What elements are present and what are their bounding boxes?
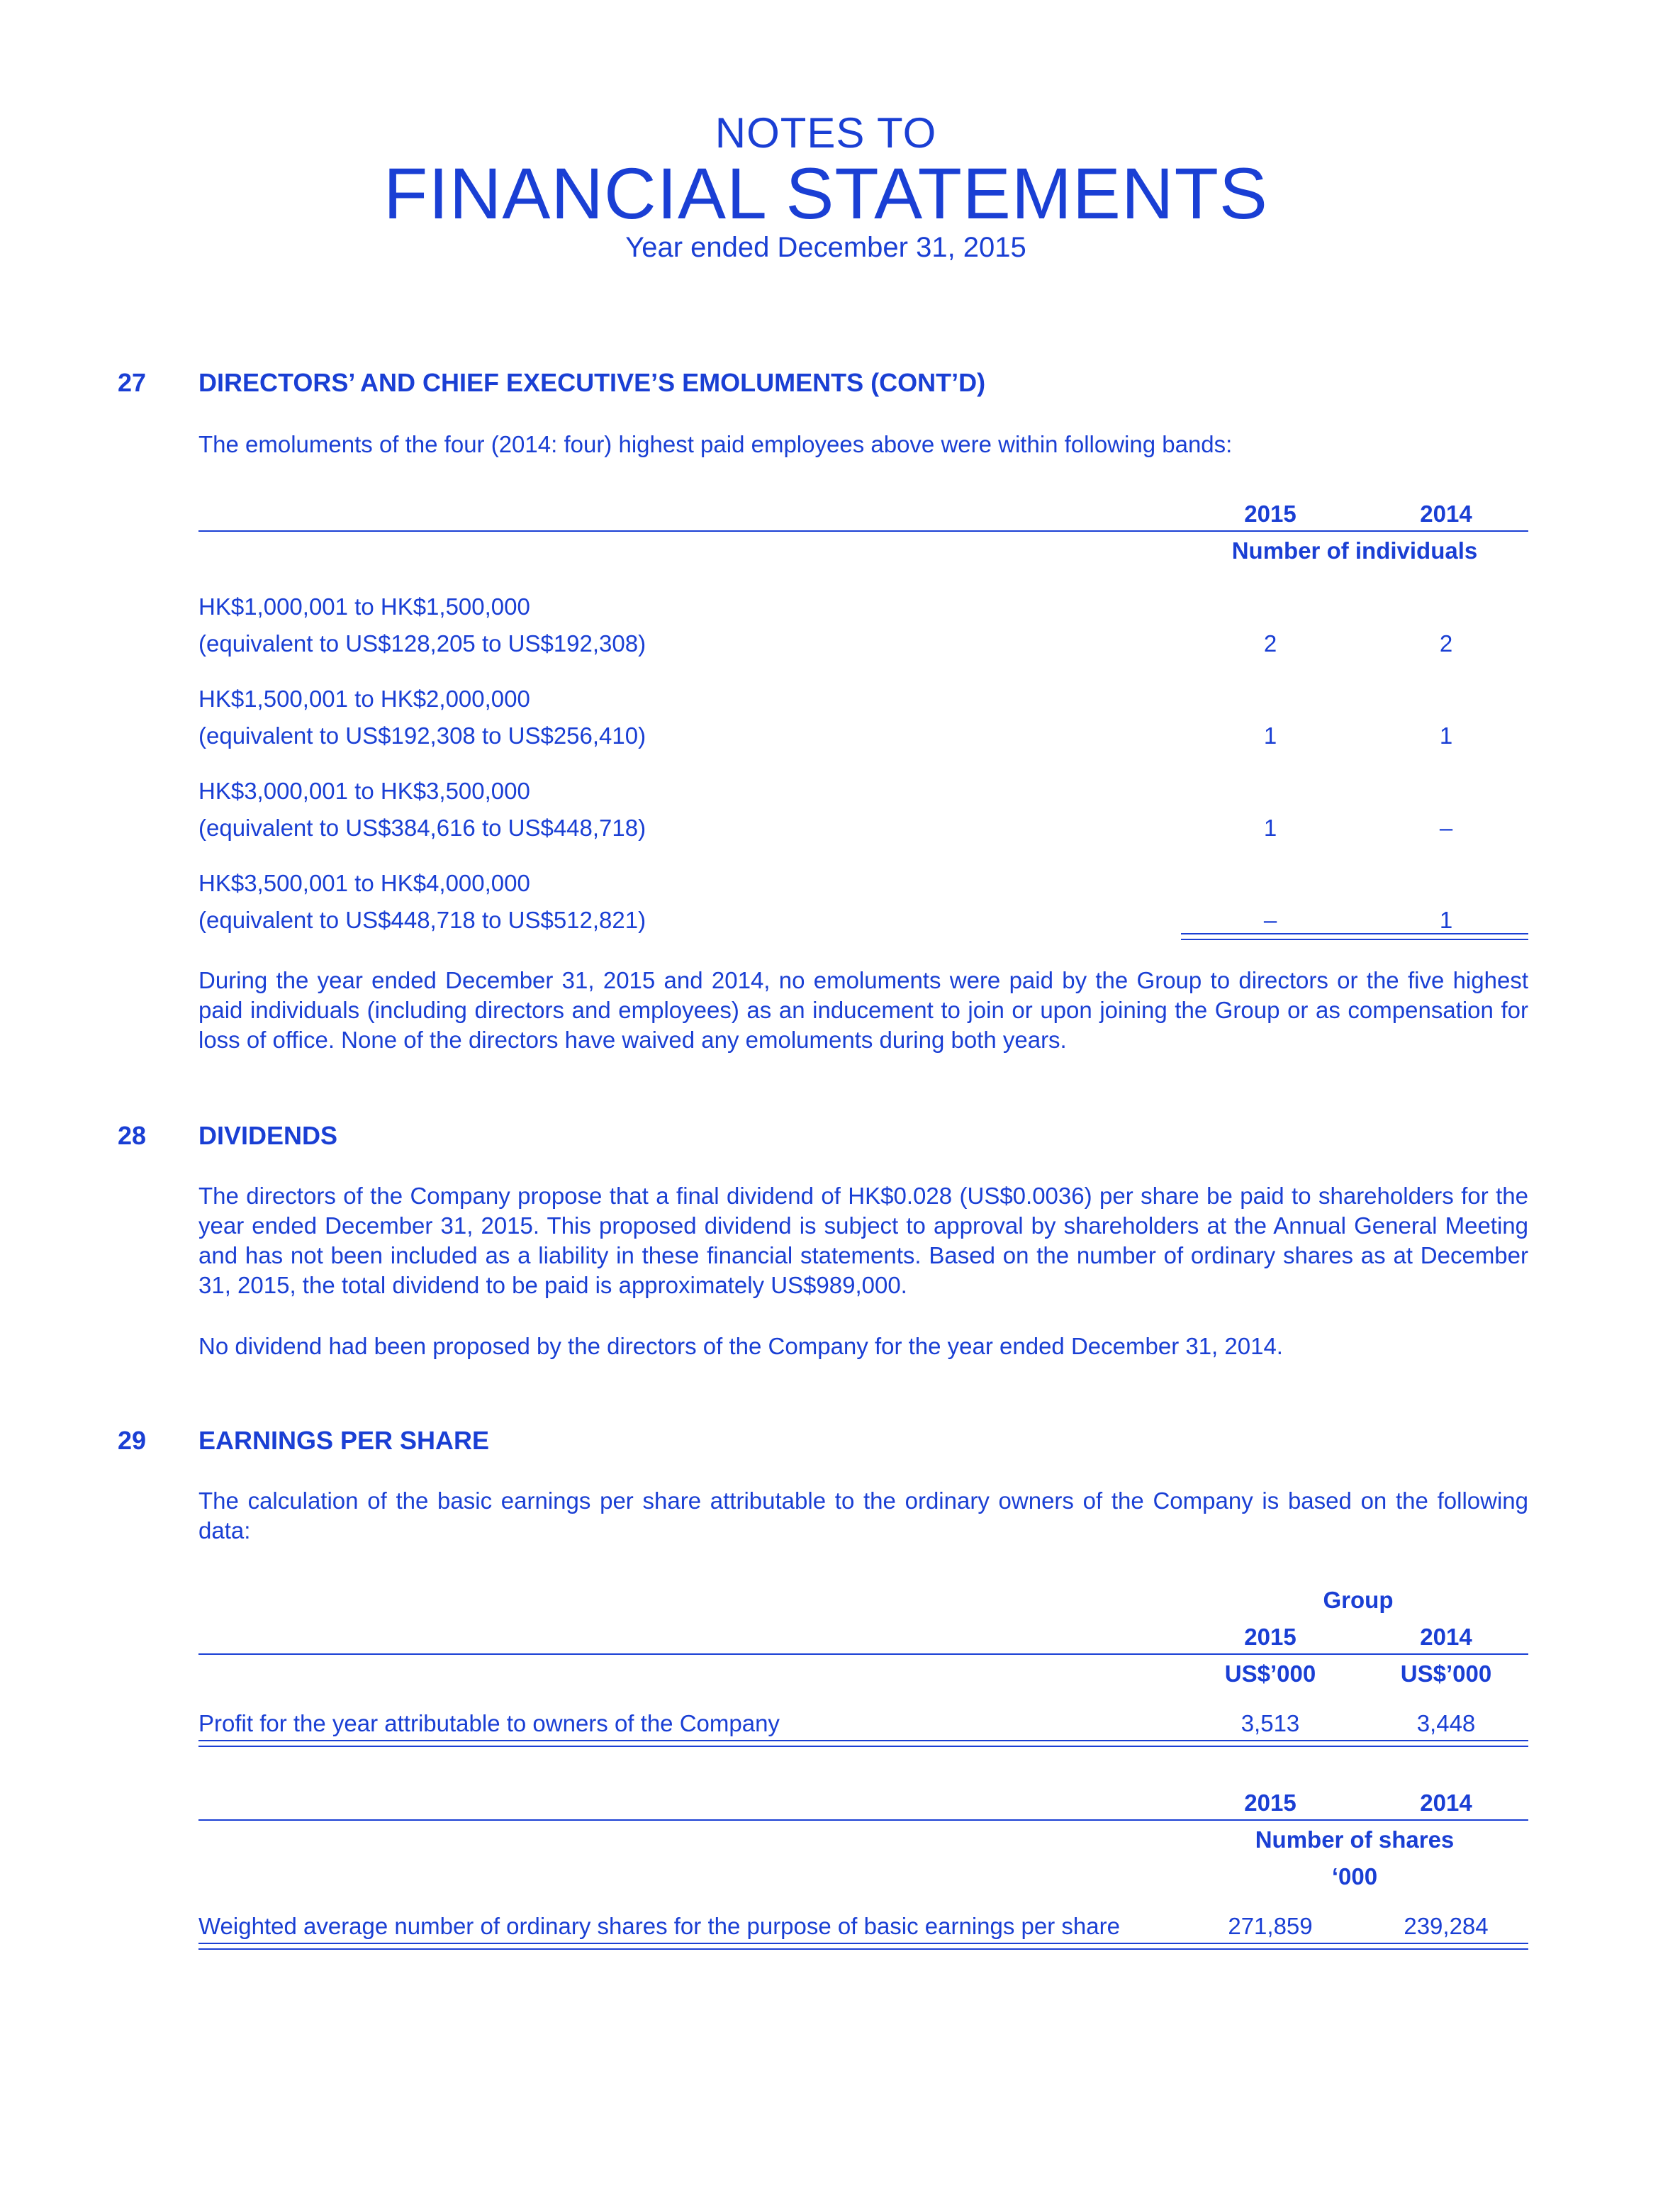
s29-t1-2014: 3,448 bbox=[1416, 1710, 1476, 1736]
s29-t2-2014: 239,284 bbox=[1404, 1913, 1489, 1939]
s28-para2: No dividend had been proposed by the directors of the Company for the year ended December 31, 2014. bbox=[198, 1333, 1283, 1359]
s29-t2-double-rule bbox=[198, 1943, 1528, 1950]
s27-row1-line1: HK$1,000,001 to HK$1,500,000 bbox=[198, 593, 530, 620]
s29-t1-double-rule bbox=[198, 1740, 1528, 1747]
s29-t1-header-rule bbox=[198, 1653, 1528, 1655]
s27-row3-line2: (equivalent to US$384,616 to US$448,718) bbox=[198, 815, 646, 841]
s27-row3-2015: 1 bbox=[1263, 815, 1277, 841]
section-27-title: DIRECTORS’ AND CHIEF EXECUTIVE’S EMOLUMENTS (CONT’D) bbox=[198, 368, 986, 397]
s27-col-2015: 2015 bbox=[1244, 501, 1297, 527]
s27-footnote: During the year ended December 31, 2015 and 2014, no emoluments were paid by the Group to directors or the five highest paid individuals (including directors and employees) as an inducement to join or upon joining the Group or as compensation for loss of office. None of the directors have waived any emoluments during both years. bbox=[198, 967, 1528, 1053]
s27-row4-2015: – bbox=[1263, 907, 1277, 933]
s27-row4-line1: HK$3,500,001 to HK$4,000,000 bbox=[198, 870, 530, 896]
s27-row1-2015: 2 bbox=[1263, 630, 1277, 657]
section-29-title: EARNINGS PER SHARE bbox=[198, 1426, 490, 1455]
s27-row3-2014: – bbox=[1439, 815, 1453, 841]
s29-t2-col-2014: 2014 bbox=[1420, 1790, 1472, 1816]
s27-row4-2014: 1 bbox=[1439, 907, 1453, 933]
s29-t2-subheader: Number of shares bbox=[1255, 1826, 1455, 1853]
s29-t1-unit-2014: US$’000 bbox=[1400, 1660, 1492, 1687]
s29-t2-row-label: Weighted average number of ordinary shares for the purpose of basic earnings per share bbox=[198, 1913, 1120, 1939]
s27-row2-line1: HK$1,500,001 to HK$2,000,000 bbox=[198, 686, 530, 712]
section-27-number: 27 bbox=[118, 368, 147, 397]
s29-t2-header-rule bbox=[198, 1819, 1528, 1821]
s27-col-2014: 2014 bbox=[1420, 501, 1472, 527]
s29-t2-col-2015: 2015 bbox=[1244, 1790, 1297, 1816]
s27-row2-2015: 1 bbox=[1263, 722, 1277, 749]
s27-row1-2014: 2 bbox=[1439, 630, 1453, 657]
s29-t1-unit-2015: US$’000 bbox=[1224, 1660, 1316, 1687]
s29-t2-unit: ‘000 bbox=[1331, 1863, 1378, 1890]
s27-subheader: Number of individuals bbox=[1231, 537, 1478, 564]
s27-row2-line2: (equivalent to US$192,308 to US$256,410) bbox=[198, 722, 646, 749]
s29-t1-col-2014: 2014 bbox=[1420, 1624, 1472, 1650]
section-27-intro: The emoluments of the four (2014: four) highest paid employees above were within following bands: bbox=[198, 431, 1233, 457]
s27-header-rule bbox=[198, 530, 1528, 532]
s29-t1-2015: 3,513 bbox=[1241, 1710, 1300, 1736]
header-year-ended: Year ended December 31, 2015 bbox=[625, 232, 1026, 263]
s27-total-double-rule bbox=[1181, 933, 1528, 940]
section-29-number: 29 bbox=[118, 1426, 147, 1455]
header-financial-statements: FINANCIAL STATEMENTS bbox=[383, 153, 1268, 234]
s29-t1-row-label: Profit for the year attributable to owners of the Company bbox=[198, 1710, 780, 1736]
section-28-number: 28 bbox=[118, 1121, 147, 1150]
s27-row4-line2: (equivalent to US$448,718 to US$512,821) bbox=[198, 907, 646, 933]
s29-t1-col-2015: 2015 bbox=[1244, 1624, 1297, 1650]
s28-para1: The directors of the Company propose that a final dividend of HK$0.028 (US$0.0036) per share be paid to shareholders for the year ended December 31, 2015. This proposed dividend is subject to approval by shareholders at the Annual General Meeting and has not been included as a liability in these financial statements. Based on the number of ordinary shares as at December 31, 2015, the total dividend to be paid is approximately US$989,000. bbox=[198, 1183, 1528, 1298]
header-notes-to: NOTES TO bbox=[715, 109, 937, 157]
s27-row3-line1: HK$3,000,001 to HK$3,500,000 bbox=[198, 778, 530, 804]
s27-row1-line2: (equivalent to US$128,205 to US$192,308) bbox=[198, 630, 646, 657]
s27-row2-2014: 1 bbox=[1439, 722, 1453, 749]
section-28-title: DIVIDENDS bbox=[198, 1121, 338, 1150]
s29-t1-group-label: Group bbox=[1323, 1587, 1394, 1613]
s29-intro: The calculation of the basic earnings per share attributable to the ordinary owners of the Company is based on the following data: bbox=[198, 1487, 1528, 1544]
s29-t2-2015: 271,859 bbox=[1228, 1913, 1313, 1939]
